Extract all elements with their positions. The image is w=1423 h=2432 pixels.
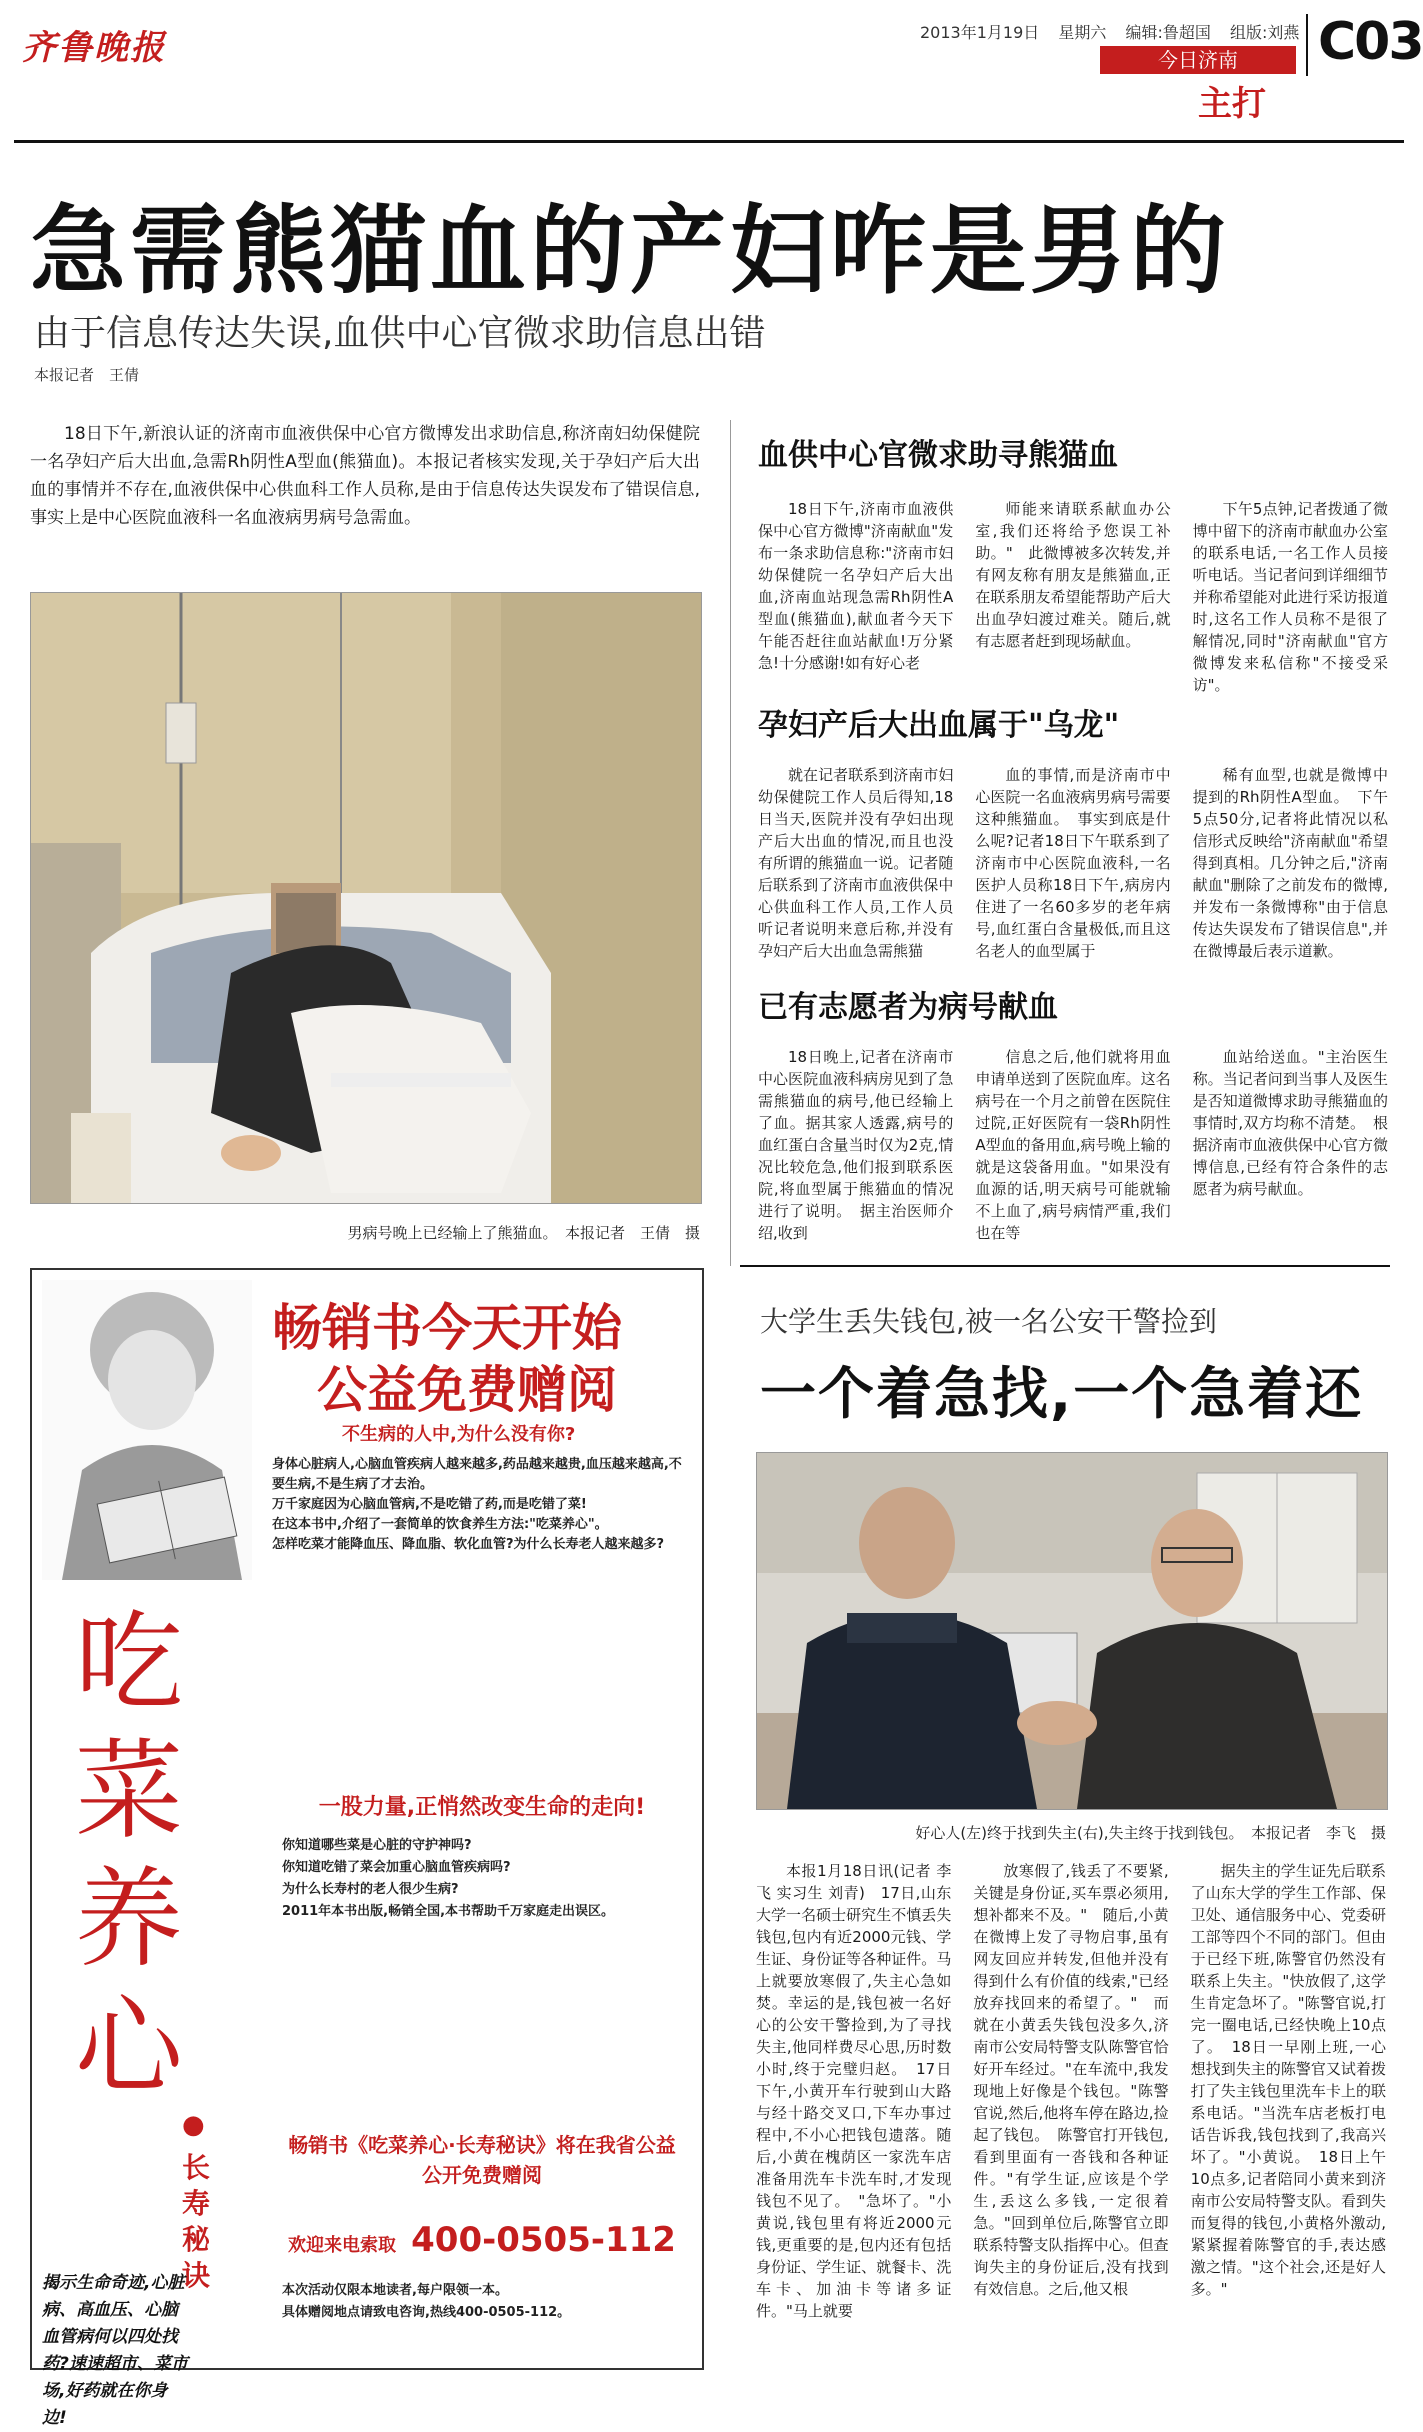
- main-subheadline: 由于信息传达失误,血供中心官微求助信息出错: [34, 313, 766, 354]
- story-section: [758, 700, 1388, 982]
- ad-body-line: 你知道哪些菜是心脏的守护神吗?: [282, 1838, 472, 1853]
- wallet-return-photo: [756, 1452, 1388, 1810]
- ad-banner: 一股力量,正悄然改变生命的走向!: [318, 1795, 646, 1820]
- editor-credit: 编辑:鲁超国: [1125, 23, 1211, 42]
- section-subtag: 主打: [1198, 84, 1266, 124]
- hospital-patient-photo: [30, 592, 702, 1204]
- ad-body-line: 万千家庭因为心脑血管病,不是吃错了药,而是吃错了菜!: [272, 1497, 587, 1512]
- page-number-divider: [1306, 14, 1308, 76]
- masthead-logo: 齐鲁晚报: [22, 28, 166, 68]
- story2-column: 放寒假了,钱丢了不要紧,关键是身份证,买车票必须用,想补都来不及。" 随后,小黄在微博上发了寻物启事,虽有网友回应并转发,但他并没有得到什么有价值的线索,"已经放弃找回来的希望了。" 而就在小黄丢失钱包没多久,济南市公安局特警支队陈警官恰好开车经过。"在车流中,我发现地上好像是个钱包。"陈警官说,然后,他将车停在路边,捡起了钱包。 陈警官打开钱包,看到里面有一沓钱和各种证件。"有学生证,应该是个学生,丢这么多钱,一定很着急。"回到单位后,陈警官立即联系特警支队指挥中心。但查询失主的身份证后,没有找到有效信息。之后,他又根: [973, 1862, 1169, 2298]
- ad-body-line: 身体心脏病人,心脑血管疾病人越来越多,药品越来越贵,血压越来越高,不要生病,不是生病了才去治。: [272, 1457, 682, 1492]
- ad-body: [272, 1455, 682, 1555]
- ad-phone-number[interactable]: 400-0505-112: [411, 2220, 676, 2260]
- story2-kicker: 大学生丢失钱包,被一名公安干警捡到: [760, 1305, 1217, 1338]
- book-advertisement: [30, 1268, 704, 2428]
- ad-footer: [282, 2280, 682, 2324]
- ad-phone-label: 欢迎来电索取: [288, 2235, 397, 2256]
- ad-title-line2: 公益免费赠阅: [317, 1360, 617, 1419]
- section-heading: 血供中心官微求助寻熊猫血: [758, 438, 1118, 473]
- ad-question: 不生病的人中,为什么没有你?: [342, 1424, 576, 1445]
- main-headline: 急需熊猫血的产妇咋是男的: [30, 195, 1230, 307]
- section-column: 信息之后,他们就将用血申请单送到了医院血库。这名病号在一个月之前曾在医院住过院,正好医院有一袋Rh阴性A型血的备用血,病号晚上输的就是这袋备用血。"如果没有血源的话,明天病号可能就输不上血了,病号病情严重,我们也在等: [975, 1048, 1171, 1242]
- ad-book-subtitle: 长寿秘诀: [182, 2151, 211, 2292]
- author-portrait: [42, 1280, 252, 1580]
- story-section: [758, 982, 1388, 1244]
- ad-body-line: 在这本书中,介绍了一套简单的饮食养生方法:"吃菜养心"。: [272, 1517, 608, 1532]
- ad-footer-line: 具体赠阅地点请致电咨询,热线400-0505-112。: [282, 2305, 571, 2320]
- photo-caption: 男病号晚上已经输上了熊猫血。 本报记者 王倩 摄: [347, 1224, 700, 1242]
- layout-credit: 组版:刘燕: [1229, 23, 1300, 42]
- ad-bullet: ●: [182, 2110, 205, 2140]
- ad-footer-line: 本次活动仅限本地读者,每户限领一本。: [282, 2283, 508, 2298]
- section-heading: 孕妇产后大出血属于"乌龙": [758, 708, 1120, 743]
- section-column: 下午5点钟,记者拨通了微博中留下的济南市献血办公室的联系电话,一名工作人员接听电话。当记者问到详细细节并称希望能对此进行采访报道时,这名工作人员称不是很了解情况,同时"济南献血"官方微博发来私信称"不接受采访"。: [1192, 500, 1388, 694]
- photo2-caption: 好心人(左)终于找到失主(右),失主终于找到钱包。 本报记者 李飞 摄: [915, 1824, 1386, 1842]
- section-column: 就在记者联系到济南市妇幼保健院工作人员后得知,18日当天,医院并没有孕妇出现产后大出血的情况,而且也没有所谓的熊猫血一说。记者随后联系到了济南市血液供保中心供血科工作人员,工作人员听记者说明来意后称,并没有孕妇产后大出血急需熊猫: [758, 766, 954, 960]
- story-section: [758, 430, 1388, 700]
- story2-headline: 一个着急找,一个急着还: [760, 1362, 1364, 1427]
- section-column: 18日晚上,记者在济南市中心医院血液科病房见到了急需熊猫血的病号,他已经输上了血。据其家人透露,病号的血红蛋白含量当时仅为2克,情况比较危急,他们报到联系医院,将血型属于熊猫血的情况进行了说明。 据主治医师介绍,收到: [758, 1048, 954, 1242]
- dateline: [920, 20, 1313, 43]
- ad-cta: 畅销书《吃菜养心·长寿秘诀》将在我省公益公开免费赠阅: [288, 2133, 676, 2187]
- section-column: 稀有血型,也就是微博中提到的Rh阴性A型血。 下午5点50分,记者将此情况以私信形式反映给"济南献血"希望得到真相。几分钟之后,"济南献血"删除了之前发布的微博,并发布一条微博称"由于信息传达失误发布了错误信息",并在微博最后表示道歉。: [1192, 766, 1388, 960]
- lead-paragraph: 18日下午,新浪认证的济南市血液供保中心官方微博发出求助信息,称济南妇幼保健院一名孕妇产后大出血,急需Rh阴性A型血(熊猫血)。本报记者核实发现,关于孕妇产后大出血的事情并不存在,血液供保中心供血科工作人员称,是由于信息传达失误发布了错误信息,事实上是中心医院血液科一名血液病男病号急需血。: [30, 424, 700, 528]
- ad-body-line: 为什么长寿村的老人很少生病?: [282, 1882, 459, 1897]
- section-column: 血站给送血。"主治医生称。当记者问到当事人及医生是否知道微博求助寻熊猫血的事情时,双方均称不清楚。 根据济南市血液供保中心官方微博信息,已经有符合条件的志愿者为病号献血。: [1192, 1048, 1388, 1198]
- ad-body-line: 怎样吃菜才能降血压、降血脂、软化血管?为什么长寿老人越来越多?: [272, 1537, 665, 1552]
- header-rule: [14, 140, 1404, 143]
- section-column: 血的事情,而是济南市中心医院一名血液病男病号需要这种熊猫血。 事实到底是什么呢?记者18日下午联系到了济南市中心医院血液科,一名医护人员称18日下午,病房内住进了一名60多岁的老年病号,血红蛋白含量极低,而且这名老人的血型属于: [975, 766, 1171, 960]
- issue-date: 2013年1月19日: [920, 23, 1040, 42]
- story2-body: [756, 1860, 1386, 2322]
- ad-left-slogan: 揭示生命奇迹,心脏病、高血压、心脑血管病何以四处找药?速速超市、菜市场,好药就在你身边!: [42, 2273, 188, 2428]
- ad-body-line: 2011年本书出版,畅销全国,本书帮助千万家庭走出误区。: [282, 1904, 615, 1919]
- ad-body-2: [282, 1835, 682, 1923]
- issue-weekday: 星期六: [1058, 23, 1107, 42]
- section-column: 师能来请联系献血办公室,我们还将给予您误工补助。" 此微博被多次转发,并有网友称有朋友是熊猫血,正在联系朋友希望能帮助产后大出血孕妇渡过难关。随后,就有志愿者赶到现场献血。: [975, 500, 1171, 650]
- hospital-photo-illustration: [31, 593, 701, 1203]
- section-tag: 今日济南: [1100, 46, 1296, 74]
- section-heading: 已有志愿者为病号献血: [758, 990, 1058, 1025]
- ad-book-title: 吃菜养心: [74, 1601, 183, 2110]
- story1-sections: [758, 430, 1388, 1244]
- page-number: C03: [1318, 12, 1423, 72]
- story2-column: 据失主的学生证先后联系了山东大学的学生工作部、保卫处、通信服务中心、党委研工部等四个不同的部门。但由于已经下班,陈警官仍然没有联系上失主。"快放假了,这学生肯定急坏了。"陈警官说,打完一圈电话,已经快晚上10点了。 18日一早刚上班,一心想找到失主的陈警官又试着拨打了失主钱包里洗车卡上的联系电话。"当洗车店老板打电话告诉我,钱包找到了,我高兴坏了。"小黄说。 18日上午10点多,记者陪同小黄来到济南市公安局特警支队。看到失而复得的钱包,小黄格外激动,紧紧握着陈警官的手,表达感激之情。"这个社会,还是好人多。": [1190, 1862, 1386, 2298]
- byline: 本报记者 王倩: [34, 366, 140, 384]
- ad-title-line1: 畅销书今天开始: [272, 1298, 622, 1357]
- ad-phone-block[interactable]: [282, 2220, 682, 2260]
- story-divider: [740, 1265, 1390, 1267]
- column-divider: [730, 420, 731, 1266]
- section-column: 18日下午,济南市血液供保中心官方微博"济南献血"发布一条求助信息称:"济南市妇幼保健院一名孕妇产后大出血,济南血站现急需Rh阴性A型血(熊猫血),献血者今天下午能否赶往血站献血!万分紧急!十分感谢!如有好心老: [758, 500, 954, 672]
- story2-column: 本报1月18日讯(记者 李飞 实习生 刘青) 17日,山东大学一名硕士研究生不慎丢失钱包,包内有近2000元钱、学生证、身份证等各种证件。马上就要放寒假了,失主心急如焚。幸运的是,钱包被一名好心的公安干警捡到,为了寻找失主,他同样费尽心思,历时数小时,终于完璧归赵。 17日下午,小黄开车行驶到山大路与经十路交叉口,下车办事过程中,不小心把钱包遗落。随后,小黄在槐荫区一家洗车店准备用洗车卡洗车时,才发现钱包不见了。 "急坏了。"小黄说,钱包里有将近2000元钱,更重要的是,包内还有包括身份证、学生证、就餐卡、洗车卡、加油卡等诸多证件。"马上就要: [756, 1862, 952, 2320]
- ad-body-line: 你知道吃错了菜会加重心脑血管疾病吗?: [282, 1860, 511, 1875]
- wallet-photo-illustration: [757, 1453, 1387, 1809]
